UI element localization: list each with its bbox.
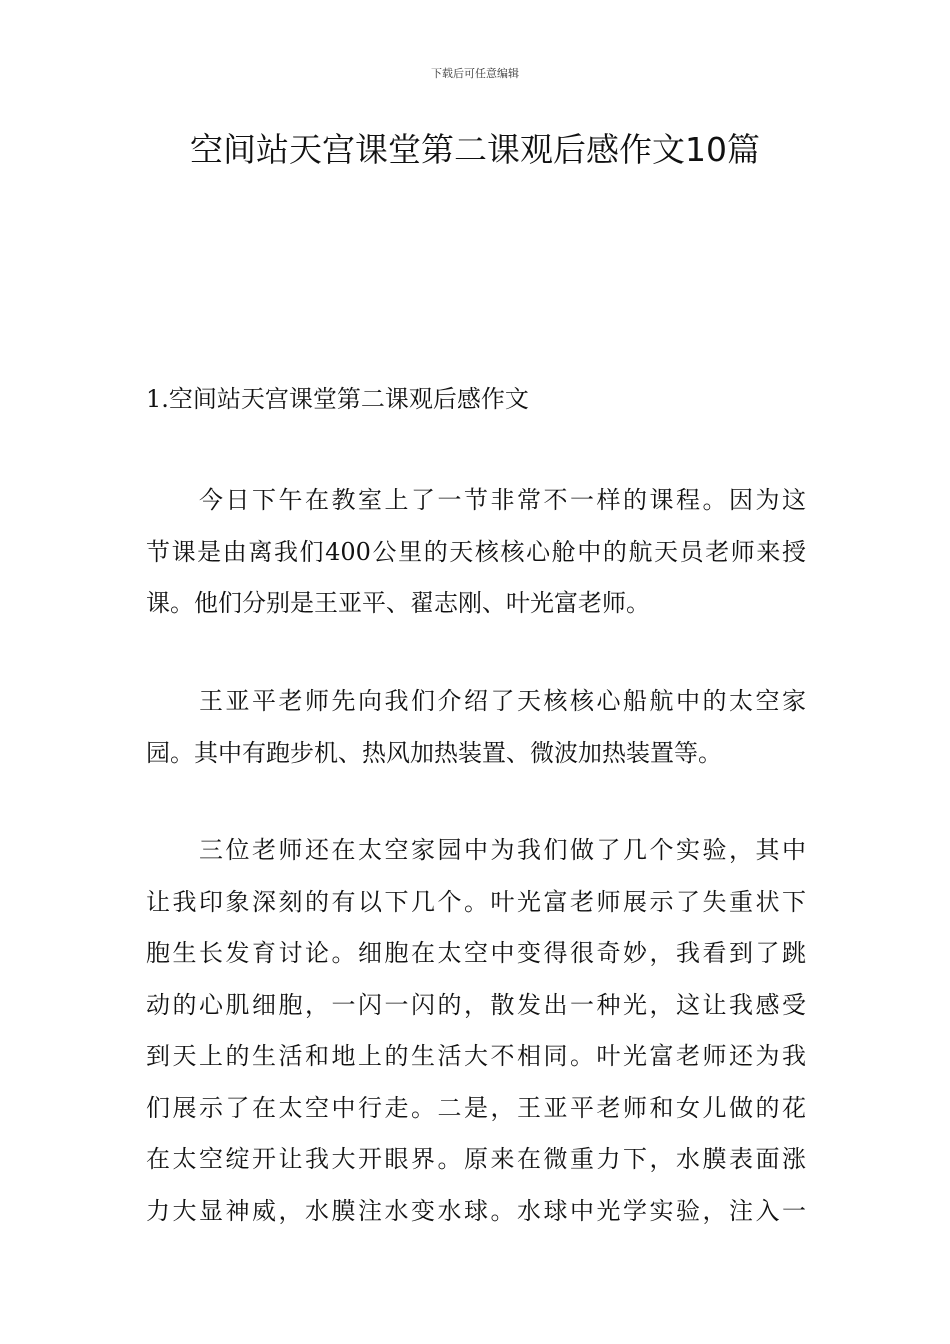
paragraph-line: 王亚平老师先向我们介绍了天核核心船航中的太空家 [146,687,806,715]
paragraph-3 [146,825,806,1237]
paragraph-line: 力大显神威，水膜注水变水球。水球中光学实验，注入一 [146,1196,806,1225]
header-note: 下载后可任意编辑 [431,67,519,80]
paragraph-line: 三位老师还在太空家园中为我们做了几个实验，其中 [146,836,806,864]
document-title: 空间站天宫课堂第二课观后感作文10篇 [190,130,760,169]
paragraph-1 [146,475,806,630]
paragraph-line: 节课是由离我们400公里的天核核心舱中的航天员老师来授 [146,537,806,566]
paragraph-line: 在太空绽开让我大开眼界。原来在微重力下，水膜表面涨 [146,1145,806,1173]
paragraph-line: 今日下午在教室上了一节非常不一样的课程。因为这 [146,486,806,514]
paragraph-2 [146,676,806,779]
section-heading: 1.空间站天宫课堂第二课观后感作文 [146,385,529,413]
paragraph-line: 动的心肌细胞，一闪一闪的，散发出一种光，这让我感受 [146,990,806,1019]
paragraph-line: 到天上的生活和地上的生活大不相同。叶光富老师还为我 [146,1042,806,1070]
paragraph-line: 让我印象深刻的有以下几个。叶光富老师展示了失重状下 [146,887,806,916]
paragraph-line: 们展示了在太空中行走。二是，王亚平老师和女儿做的花 [146,1093,806,1122]
paragraph-line: 课。他们分别是王亚平、翟志刚、叶光富老师。 [146,589,650,617]
paragraph-line: 胞生长发育讨论。细胞在太空中变得很奇妙，我看到了跳 [146,939,806,967]
paragraph-line: 园。其中有跑步机、热风加热装置、微波加热装置等。 [146,738,722,767]
